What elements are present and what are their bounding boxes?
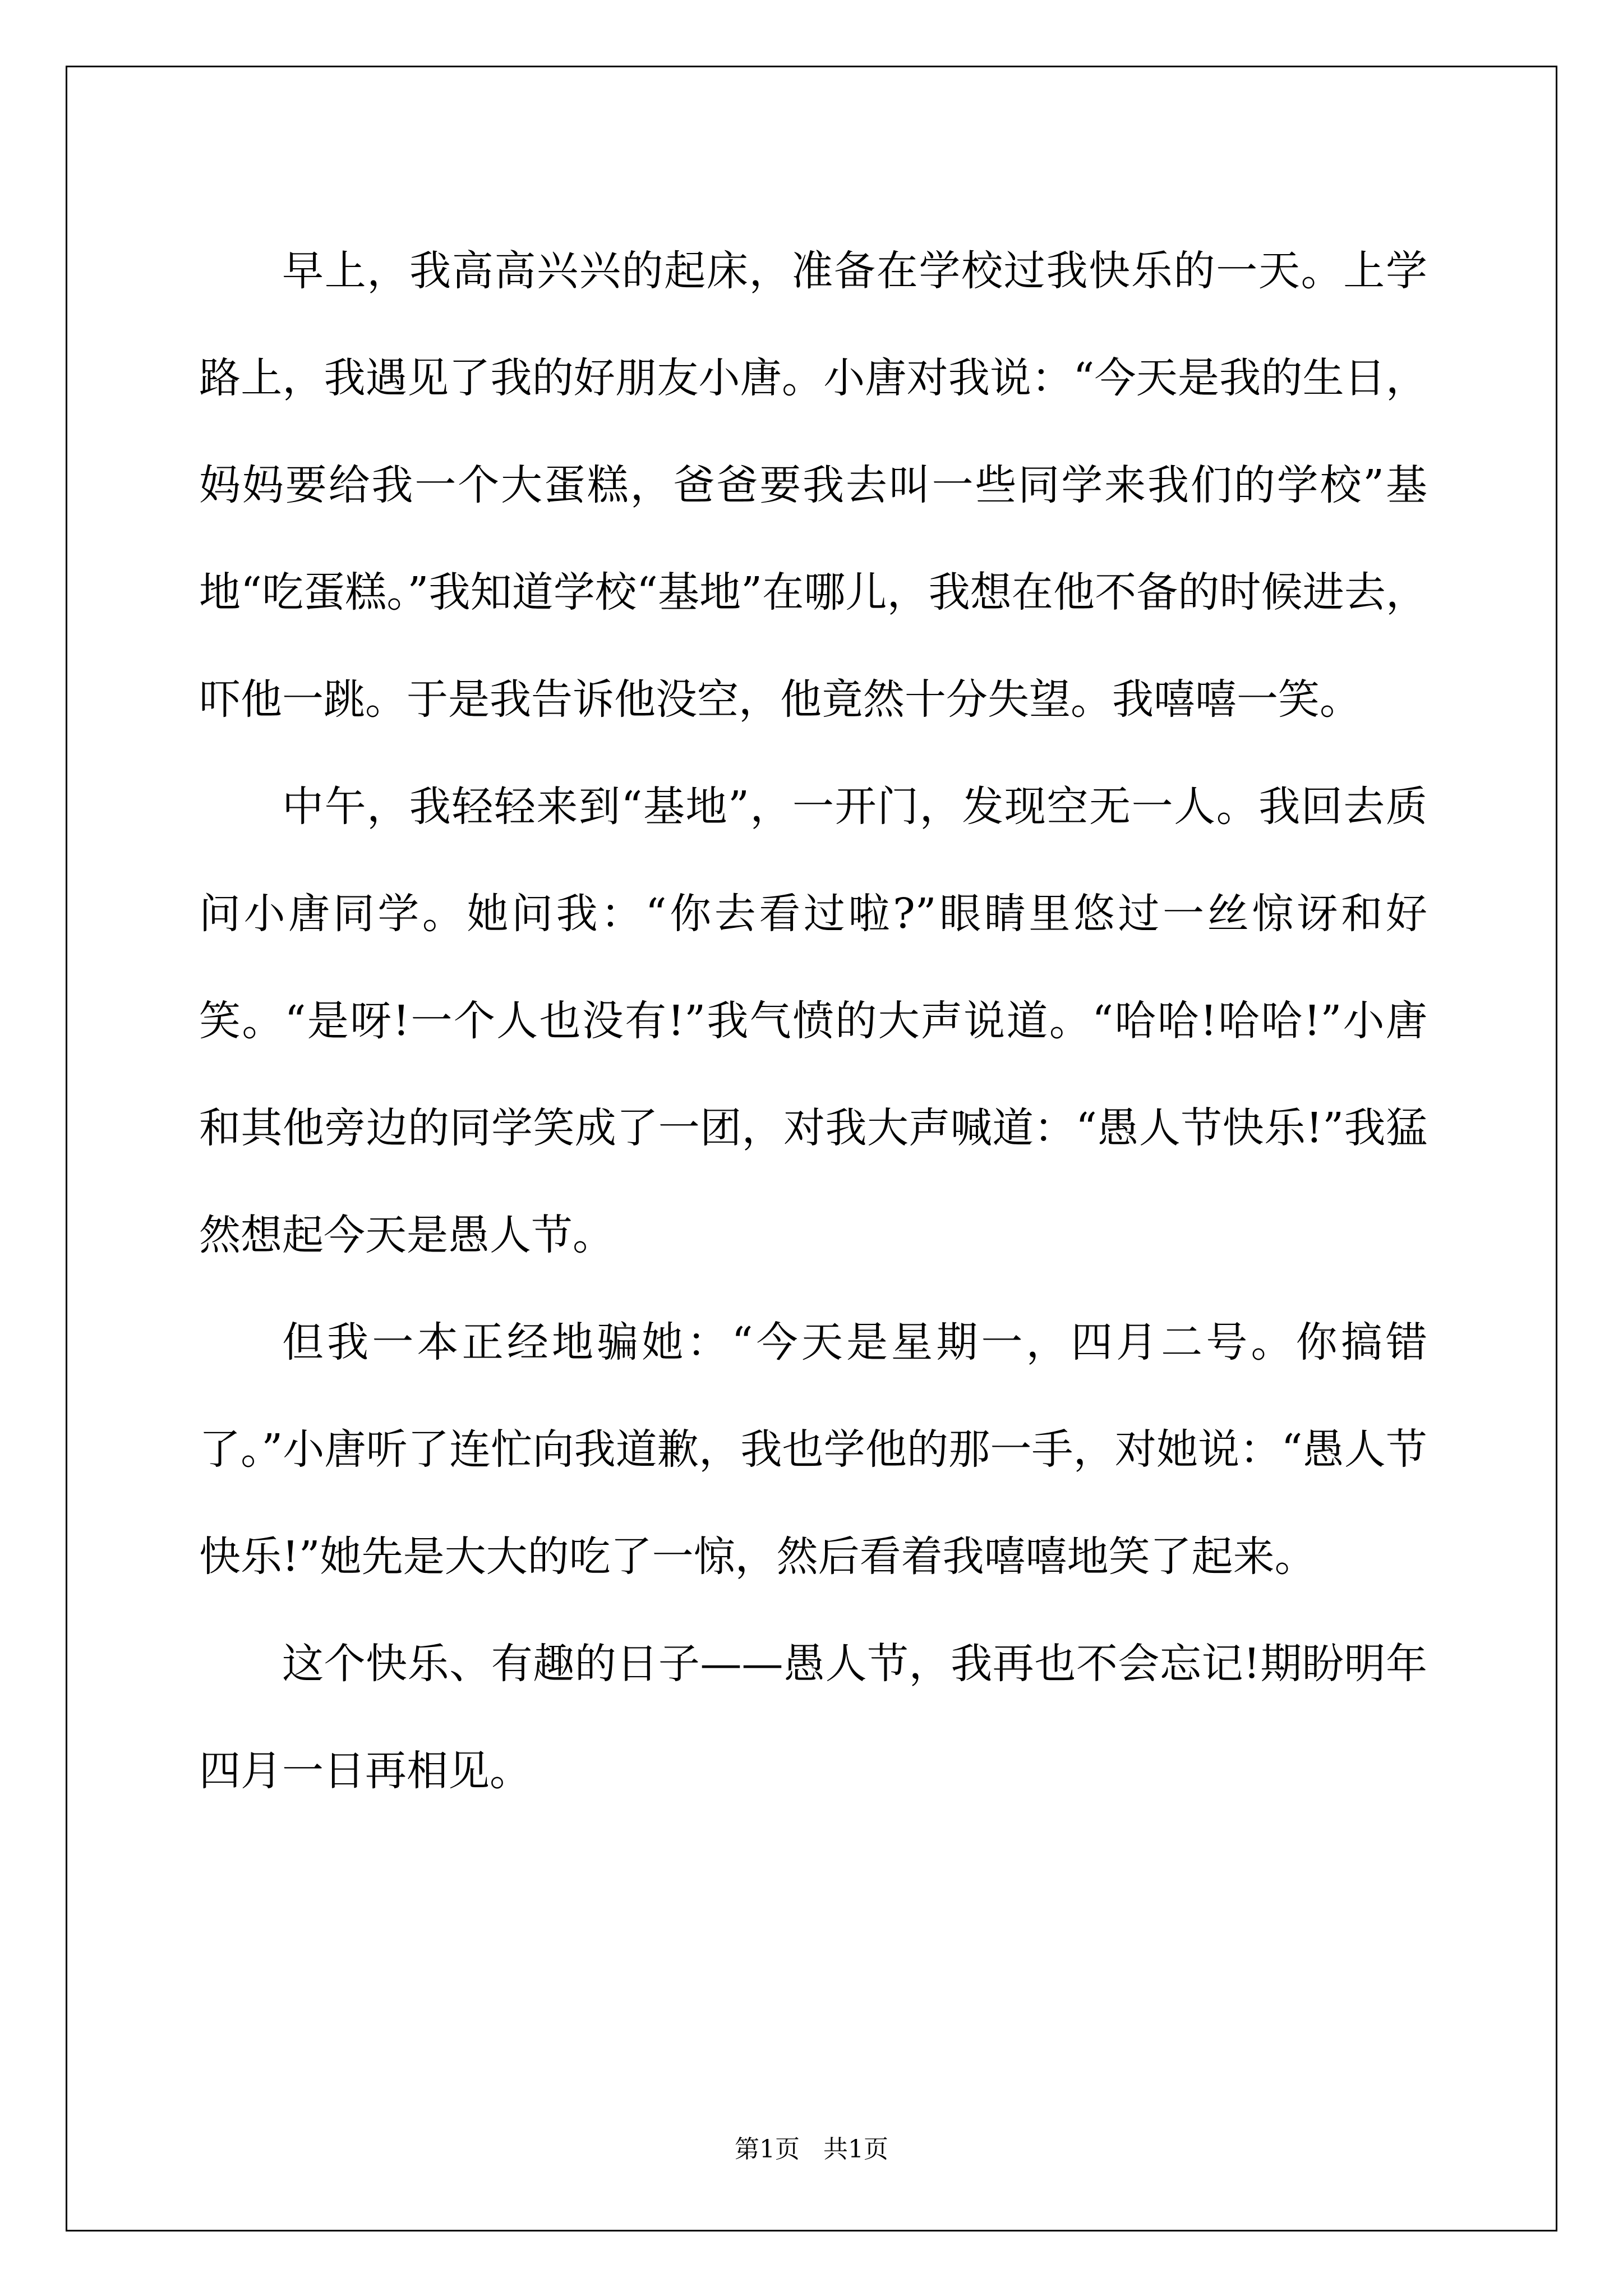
paragraph-1: 早上，我高高兴兴的起床，准备在学校过我快乐的一天。上学路上，我遇见了我的好朋友小唐。小唐对我说：“今天是我的生日，妈妈要给我一个大蛋糕，爸爸要我去叫一些同学来我们的学校”基地“吃蛋糕。”我知道学校“基地”在哪儿，我想在他不备的时候进去，吓他一跳。于是我告诉他没空，他竟然十分失望。我嘻嘻一笑。	[199, 247, 1427, 724]
page-number-footer: 第1页 共1页	[735, 2135, 888, 2164]
paragraph-2: 中午，我轻轻来到“基地”，一开门，发现空无一人。我回去质问小唐同学。她问我：“你去看过啦?”眼睛里悠过一丝惊讶和好笑。“是呀!一个人也没有!”我气愤的大声说道。“哈哈!哈哈!”小唐和其他旁边的同学笑成了一团，对我大声喊道：“愚人节快乐!”我猛然想起今天是愚人节。	[199, 783, 1427, 1259]
paragraph-4: 这个快乐、有趣的日子——愚人节，我再也不会忘记!期盼明年四月一日再相见。	[199, 1640, 1427, 1795]
document-body	[199, 218, 1427, 1825]
paragraph-3: 但我一本正经地骗她：“今天是星期一，四月二号。你搞错了。”小唐听了连忙向我道歉，我也学他的那一手，对她说：“愚人节快乐!”她先是大大的吃了一惊，然后看着我嘻嘻地笑了起来。	[199, 1318, 1427, 1581]
